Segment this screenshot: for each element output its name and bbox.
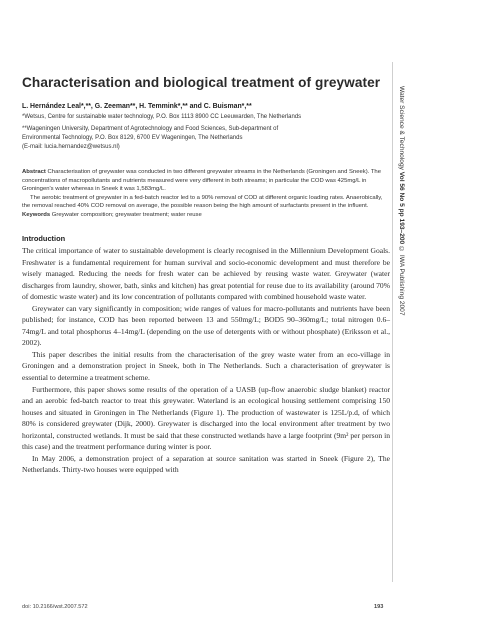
abstract-paragraph-1: Characterisation of greywater was conducted in two different greywater streams in the Netherlands (Groningen and Sneek). The concentrations of macropollutants and nutrients measured were very different in both streams; in particular the COD was 425mg/L in Groningen's water whereas in Sneek it was 1,583mg/L. xyxy=(22,169,381,193)
contact-email: (E-mail: lucia.hernandez@wetsus.nl) xyxy=(22,144,120,150)
page-number: 193 xyxy=(374,604,384,610)
affiliation-3: Environmental Technology, P.O. Box 8129, 6700 EV Wageningen, The Netherlands xyxy=(22,135,243,141)
section-body xyxy=(22,245,390,476)
abstract-label: Abstract xyxy=(22,169,46,175)
body-paragraph: The critical importance of water to sustainable development is clearly recognised in the Millennium Development Goals. Freshwater is a fundamental requirement for human survival and socio-economic development and must therefore be wisely managed. Reducing the needs for fresh water can be achieved by reusing waste water. Greywater (water discharges from laundry, shower, bath, sinks and kitchen) has great potential for reuse due to its availability (around 70% of domestic waste water) and its low concentration of pollutants compared with combined household waste water. xyxy=(22,246,390,302)
body-paragraph: This paper describes the initial results from the characterisation of the grey waste water from an eco-village in Groningen and a demonstration project in Sneek, both in The Netherlands. Such a characterisation of greywater is essential to determine a treatment scheme. xyxy=(22,349,390,383)
body-paragraph: Furthermore, this paper shows some results of the operation of a UASB (up-flow anaerobic sludge blanket) reactor and an aerobic fed-batch reactor to treat this greywater. Waterland is an ecological housing settlement comprising 150 houses and situated in Groningen in The Netherlands (Figure 1). The production of wastewater is 125L/p.d, of which 80% is considered greywater (Dijk, 2000). Greywater is discharged into the local environment after treatment by two horizontal, constructed wetlands. It must be said that these constructed wetlands have a large footprint (9m² per person in this case) and the treatment performance during winter is poor. xyxy=(22,384,390,452)
journal-sidebar xyxy=(398,86,405,316)
sidebar-divider xyxy=(392,62,393,582)
doi-footer: doi: 10.2166/wst.2007.572 xyxy=(22,604,88,610)
affiliation-2: **Wageningen University, Department of Agrotechnology and Food Sciences, Sub-department of xyxy=(22,126,279,132)
section-heading: Introduction xyxy=(22,234,66,243)
body-paragraph: In May 2006, a demonstration project of a separation at source sanitation was started in Sneek (Figure 2), The Netherlands. Thirty-two houses were equipped with xyxy=(22,453,390,475)
keywords-text: Greywater composition; greywater treatment; water reuse xyxy=(51,212,202,218)
affiliation-1: *Wetsus, Centre for sustainable water technology, P.O. Box 1113 8900 CC Leeuwarden, The Netherlands xyxy=(22,114,302,120)
author-list: L. Hernández Leal*,**, G. Zeeman**, H. Temmink*,** and C. Buisman*,** xyxy=(22,103,252,110)
paper-title: Characterisation and biological treatment of greywater xyxy=(22,75,381,90)
abstract-paragraph-2: The aerobic treatment of greywater in a fed-batch reactor led to a 90% removal of COD at different organic loading rates. Anaerobically, the removal reached 40% COD removal on average, the possible reason being the high amount of surfactants present in the influent. xyxy=(22,194,383,210)
keywords-block xyxy=(22,211,387,220)
journal-volume: Vol 56 No 5 pp 193–200 xyxy=(398,171,405,245)
keywords-label: Keywords xyxy=(22,212,51,218)
body-paragraph: Greywater can vary significantly in composition; wide ranges of values for macro-pollutants and nutrients have been published; for instance, COD has been reported between 13 and 550mg/L; BOD5 90–360mg/L; total nitrogen 0.6–74mg/L and total phosphorus 4–14mg/L (depending on the use of detergents with or without phosphate) (Eriksson et al., 2002). xyxy=(22,303,390,348)
journal-name: Water Science & Technology xyxy=(398,86,405,172)
publisher-copyright: © IWA Publishing 2007 xyxy=(398,244,405,316)
abstract-block xyxy=(22,168,387,211)
